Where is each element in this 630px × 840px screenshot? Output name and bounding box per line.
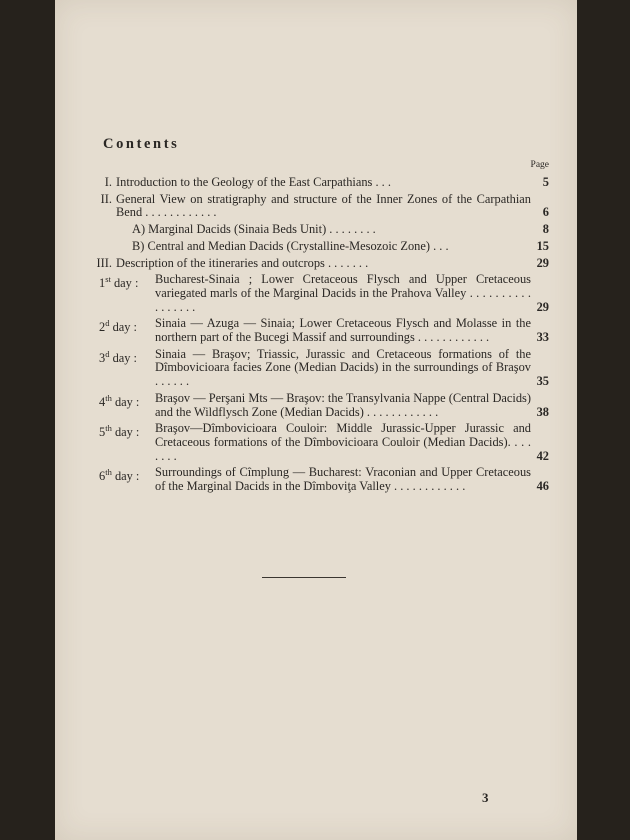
day-label: 3$^d$ day : [99,348,137,365]
entry-page-number: 5 [542,175,549,189]
entry-page-number: 8 [542,222,549,237]
page-column-label: Page [530,160,549,170]
day-label: 2$^d$ day : [99,318,137,335]
itinerary-day-entry [55,348,577,389]
entry-title: B) Central and Median Dacids (Crystalline-Mesozoic Zone) . . . [132,238,449,253]
itinerary-day-entry [55,392,577,419]
entry-page-number: 38 [536,404,549,419]
entry-title: Description of the itineraries and outcrops . . . . . . . [116,255,369,270]
entry-numeral: I. [104,175,112,189]
day-label: 4th day : [99,392,140,409]
itinerary-day-entry [55,422,577,463]
entry-page-number: 42 [536,448,549,463]
toc-entry [55,176,577,190]
table-of-contents [55,176,577,497]
book-page [55,0,577,840]
day-description: Braşov — Perşani Mts — Braşov: the Transylvania Nappe (Central Dacids) and the Wildflysch Zone (Median Dacids) . . . . . . . . . . . . [155,390,531,419]
itinerary-day-entry [55,466,577,493]
section-divider [262,577,346,578]
day-description: Sinaia — Azuga — Sinaia; Lower Cretaceous Flysch and Molasse in the northern part of the Bucegi Massif and surroundings . . . . . . . . . . . . [155,316,531,345]
entry-numeral: II. [100,191,112,206]
itinerary-day-entry [55,317,577,344]
entry-page-number: 33 [536,330,549,345]
entry-title: General View on stratigraphy and structure of the Inner Zones of the Carpathian Bend . . . . . . . . . . . . [116,191,531,220]
entry-title: A) Marginal Dacids (Sinaia Beds Unit) . . . . . . . . [132,222,376,237]
entry-page-number: 35 [536,374,549,389]
toc-subentry [55,240,577,254]
day-description: Surroundings of Cîmplung — Bucharest: Vraconian and Upper Cretaceous of the Marginal Dacids in the Dîmboviţa Valley . . . . . . . . . . . . [155,465,531,494]
day-description: Sinaia — Braşov; Triassic, Jurassic and Cretaceous formations of the Dîmbovicioara facies Zone (Median Dacids) in the surroundings of Braşov . . . . . . [155,346,531,389]
toc-subentry [55,223,577,237]
entry-page-number: 29 [536,255,549,270]
day-label: 1st day : [99,274,139,291]
day-label: 6th day : [99,467,140,484]
entry-page-number: 29 [536,299,549,314]
page-number: 3 [482,790,489,805]
toc-entry [55,257,577,271]
day-description: Braşov—Dîmbovicioara Couloir: Middle Jurassic-Upper Jurassic and Cretaceous formations of the Dîmbovicioara Couloir (Median Dacids). . . . . . . . [155,421,531,463]
entry-title: Introduction to the Geology of the East Carpathians . . . [116,175,391,189]
contents-heading: Contents [103,136,180,152]
entry-page-number: 6 [542,205,549,220]
day-description: Bucharest-Sinaia ; Lower Cretaceous Flysch and Upper Cretaceous variegated marls of the Marginal Dacids in the Prahova Valley . . . . . . . . . . . . . . . . . [155,272,531,314]
entry-page-number: 15 [536,238,549,253]
entry-page-number: 46 [536,479,549,494]
itinerary-day-entry [55,273,577,314]
day-label: 5th day : [99,423,140,440]
toc-entry [55,193,577,220]
entry-numeral: III. [96,255,112,270]
